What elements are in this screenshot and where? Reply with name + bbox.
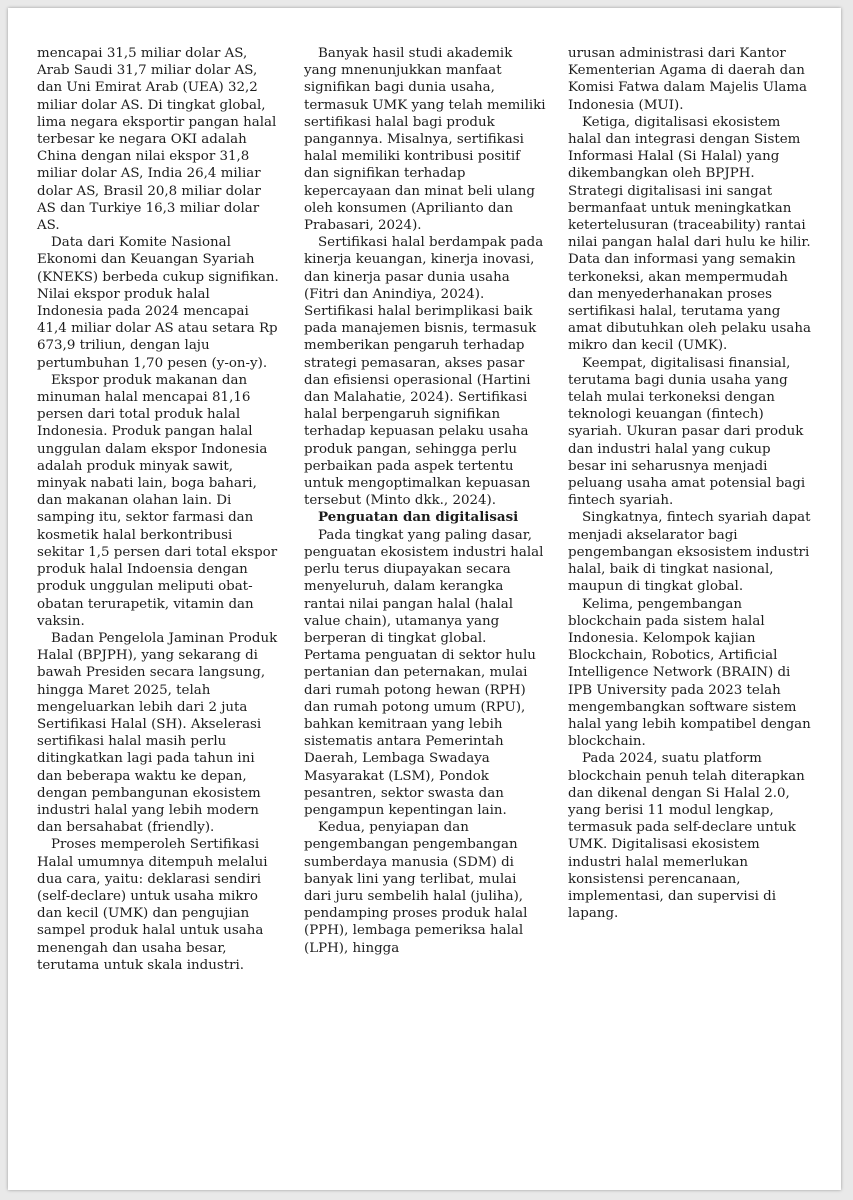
paragraph: Singkatnya, fintech syariah dapat menjadi akselarator bagi pengembangan eksosistem industri halal, baik di tingkat nasional, maupun di tingkat global. (568, 510, 811, 595)
column-3 (568, 45, 811, 922)
paragraph: urusan administrasi dari Kantor Kementerian Agama di daerah dan Komisi Fatwa dalam Majelis Ulama Indonesia (MUI). (568, 46, 808, 113)
paragraph: Kedua, penyiapan dan pengembangan pengembangan sumberdaya manusia (SDM) di banyak lini yang terlibat, mulai dari juru sembelih halal (juliha), pendamping proses produk halal (PPH), lembaga pemeriksa halal (LPH), hingga (304, 820, 528, 956)
paragraph: Banyak hasil studi akademik yang mnenunjukkan manfaat signifikan bagi dunia usaha, termasuk UMK yang telah memiliki sertifikasi halal bagi produk pangannya. Misalnya, sertifikasi halal memiliki kontribusi positif dan signifikan terhadap kepercayaan dan minat beli ulang oleh konsumen (Aprilianto dan Prabasari, 2024). (304, 46, 546, 234)
paragraph: Pada 2024, suatu platform blockchain penuh telah diterapkan dan dikenal dengan Si Halal 2.0, yang berisi 11 modul lengkap, termasuk pada self-declare untuk UMK. Digitalisasi ekosistem industri halal memerlukan konsistensi perencanaan, implementasi, dan supervisi di lapang. (568, 751, 805, 922)
document-page (8, 8, 841, 1190)
paragraph: Ketiga, digitalisasi ekosistem halal dan integrasi dengan Sistem Informasi Halal (Si Halal) yang dikembangkan oleh BPJPH. Strategi digitalisasi ini sangat bermanfaat untuk meningkatkan ketertelusuran (traceability) rantai nilai pangan halal dari hulu ke hilir. Data dan informasi yang semakin terkoneksi, akan mempermudah dan menyederhanakan proses sertifikasi halal, terutama yang amat dibutuhkan oleh pelaku usaha mikro dan kecil (UMK). (568, 114, 811, 354)
paragraph: Proses memperoleh Sertifikasi Halal umumnya ditempuh melalui dua cara, yaitu: deklarasi sendiri (self-declare) untuk usaha mikro dan kecil (UMK) dan pengujian sampel produk halal untuk usaha menengah dan usaha besar, terutama untuk skala industri. (37, 837, 268, 973)
column-2 (304, 45, 547, 957)
column-1 (37, 45, 280, 974)
paragraph: Kelima, pengembangan blockchain pada sistem halal Indonesia. Kelompok kajian Blockchain, Robotics, Artificial Intelligence Network (BRAIN) di IPB University pada 2023 telah mengembangkan software sistem halal yang lebih kompatibel dengan blockchain. (568, 596, 811, 750)
section-heading: Penguatan dan digitalisasi (318, 509, 519, 526)
paragraph: Ekspor produk makanan dan minuman halal mencapai 81,16 persen dari total produk halal Indonesia. Produk pangan halal unggulan dalam ekspor Indonesia adalah produk minyak sawit, minyak nabati lain, boga bahari, dan makanan olahan lain. Di samping itu, sektor farmasi dan kosmetik halal berkontribusi sekitar 1,5 persen dari total ekspor produk halal Indoensia dengan produk unggulan meliputi obat-obatan terurapetik, vitamin dan vaksin. (37, 372, 278, 629)
paragraph: Pada tingkat yang paling dasar, penguatan ekosistem industri halal perlu terus diupayakan secara menyeluruh, dalam kerangka rantai nilai pangan halal (halal value chain), utamanya yang berperan di tingkat global. Pertama penguatan di sektor hulu pertanian dan peternakan, mulai dari rumah potong hewan (RPH) dan rumah potong umum (RPU), bahkan kemitraan yang lebih sistematis antara Pemerintah Daerah, Lembaga Swadaya Masyarakat (LSM), Pondok pesantren, sektor swasta dan pengampun kepentingan lain. (304, 527, 544, 818)
paragraph: Badan Pengelola Jaminan Produk Halal (BPJPH), yang sekarang di bawah Presiden secara langsung, hingga Maret 2025, telah mengeluarkan lebih dari 2 juta Sertifikasi Halal (SH). Akselerasi sertifikasi halal masih perlu ditingkatkan lagi pada tahun ini dan beberapa waktu ke depan, dengan pembangunan ekosistem industri halal yang lebih modern dan bersahabat (friendly). (37, 630, 278, 836)
paragraph: mencapai 31,5 miliar dolar AS, Arab Saudi 31,7 miliar dolar AS, dan Uni Emirat Arab (UEA) 32,2 miliar dolar AS. Di tingkat global, lima negara eksportir pangan halal terbesar ke negara OKI adalah China dengan nilai ekspor 31,8 miliar dolar AS, India 26,4 miliar dolar AS, Brasil 20,8 miliar dolar AS dan Turkiye 16,3 miliar dolar AS. (37, 46, 277, 234)
paragraph: Sertifikasi halal berdampak pada kinerja keuangan, kinerja inovasi, dan kinerja pasar dunia usaha (Fitri dan Anindiya, 2024). Sertifikasi halal berimplikasi baik pada manajemen bisnis, termasuk memberikan pengaruh terhadap strategi pemasaran, akses pasar dan efisiensi operasional (Hartini dan Malahatie, 2024). Sertifikasi halal berpengaruh signifikan terhadap kepuasan pelaku usaha produk pangan, sehingga perlu perbaikan pada aspek tertentu untuk mengoptimalkan kepuasan tersebut (Minto dkk., 2024). (304, 235, 544, 509)
paragraph: Data dari Komite Nasional Ekonomi dan Keuangan Syariah (KNEKS) berbeda cukup signifikan. Nilai ekspor produk halal Indonesia pada 2024 mencapai 41,4 miliar dolar AS atau setara Rp 673,9 triliun, dengan laju pertumbuhan 1,70 pesen (y-on-y). (37, 235, 279, 371)
paragraph: Keempat, digitalisasi finansial, terutama bagi dunia usaha yang telah mulai terkoneksi dengan teknologi keuangan (fintech) syariah. Ukuran pasar dari produk dan industri halal yang cukup besar ini seharusnya menjadi peluang usaha amat potensial bagi fintech syariah. (568, 355, 806, 509)
